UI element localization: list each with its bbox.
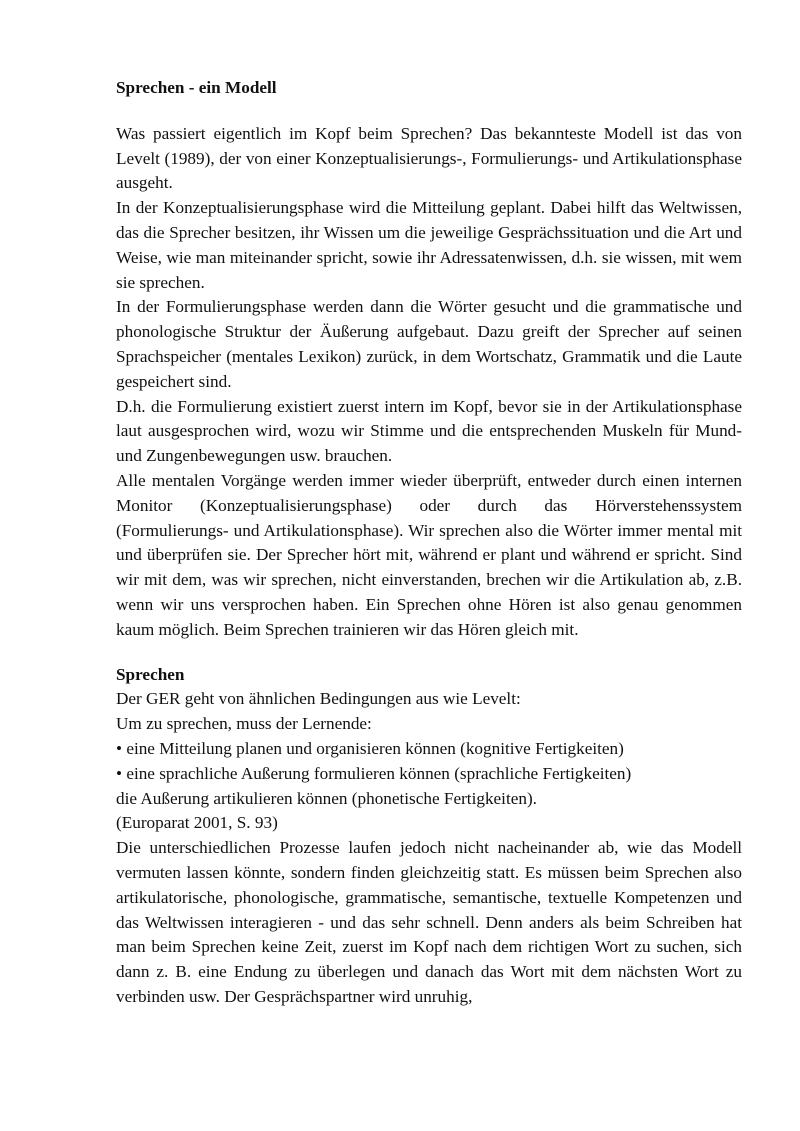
section-spacer [116, 643, 742, 663]
paragraph-levelt-intro: Was passiert eigentlich im Kopf beim Sprechen? Das bekannteste Modell ist das von Levelt (1989), der von einer Konzeptualisierungs-, Formulierungs- und Artikulationsphase ausgeht. [116, 123, 742, 193]
paragraph-conceptualization: In der Konzeptualisierungsphase wird die Mitteilung geplant. Dabei hilft das Weltwissen, das die Sprecher besitzen, ihr Wissen um die jeweilige Gesprächssituation und die Art und Weise, wie man miteinander spricht, sowie ihr Adressatenwissen, d.h. sie wissen, mit wem sie sprechen. [116, 198, 742, 292]
ger-line-learner: Um zu sprechen, muss der Lernende: [116, 714, 372, 734]
paragraph-articulation: D.h. die Formulierung existiert zuerst intern im Kopf, bevor sie in der Artikulationsphase laut ausgesprochen wird, wozu wir Stimme und die entsprechenden Muskeln für Mund- und Zungenbewegungen usw. brauchen. [116, 396, 742, 466]
paragraph-formulation: In der Formulierungsphase werden dann die Wörter gesucht und die grammatische und phonologische Struktur der Äußerung aufgebaut. Dazu greift der Sprecher auf seinen Sprachspeicher (mentales Lexikon) zurück, in dem Wortschatz, Grammatik und die Laute gespeichert sind. [116, 297, 742, 391]
section-title-model: Sprechen - ein Modell [116, 78, 277, 97]
ger-line-intro: Der GER geht von ähnlichen Bedingungen aus wie Levelt: [116, 689, 521, 709]
bullet-item-linguistic: • eine sprachliche Außerung formulieren können (sprachliche Fertigkeiten) [116, 763, 632, 783]
section-title-speaking: Sprechen [116, 664, 185, 684]
item-phonetic: die Außerung artikulieren können (phonetische Fertigkeiten). [116, 788, 537, 808]
document-page [116, 76, 742, 1010]
bullet-item-cognitive: • eine Mitteilung planen und organisieren können (kognitive Fertigkeiten) [116, 738, 624, 758]
paragraph-monitoring: Alle mentalen Vorgänge werden immer wieder überprüft, entweder durch einen internen Monitor (Konzeptualisierungsphase) oder durch das Hörverstehenssystem (Formulierungs- und Artikulationsphase). Wir sprechen also die Wörter immer mental mit und überprüfen sie. Der Sprecher hört mit, während er plant und während er spricht. Sind wir mit dem, was wir sprechen, nicht einverstanden, brechen wir die Artikulation ab, z.B. wenn wir uns versprochen haben. Ein Sprechen ohne Hören ist also genau genommen kaum möglich. Beim Sprechen trainieren wir das Hören gleich mit. [116, 470, 742, 639]
paragraph-simultaneous-processes: Die unterschiedlichen Prozesse laufen jedoch nicht nacheinander ab, wie das Modell vermuten lassen könnte, sondern finden gleichzeitig statt. Es müssen beim Sprechen also artikulatorische, phonologische, grammatische, semantische, textuelle Kompetenzen und das Weltwissen interagieren - und das sehr schnell. Denn anders als beim Schreiben hat man beim Sprechen keine Zeit, zuerst im Kopf nach dem richtigen Wort zu suchen, sich dann z. B. eine Endung zu überlegen und danach das Wort mit dem nächsten Wort zu verbinden usw. Der Gesprächspartner wird unruhig, [116, 838, 742, 1006]
citation: (Europarat 2001, S. 93) [116, 813, 278, 833]
